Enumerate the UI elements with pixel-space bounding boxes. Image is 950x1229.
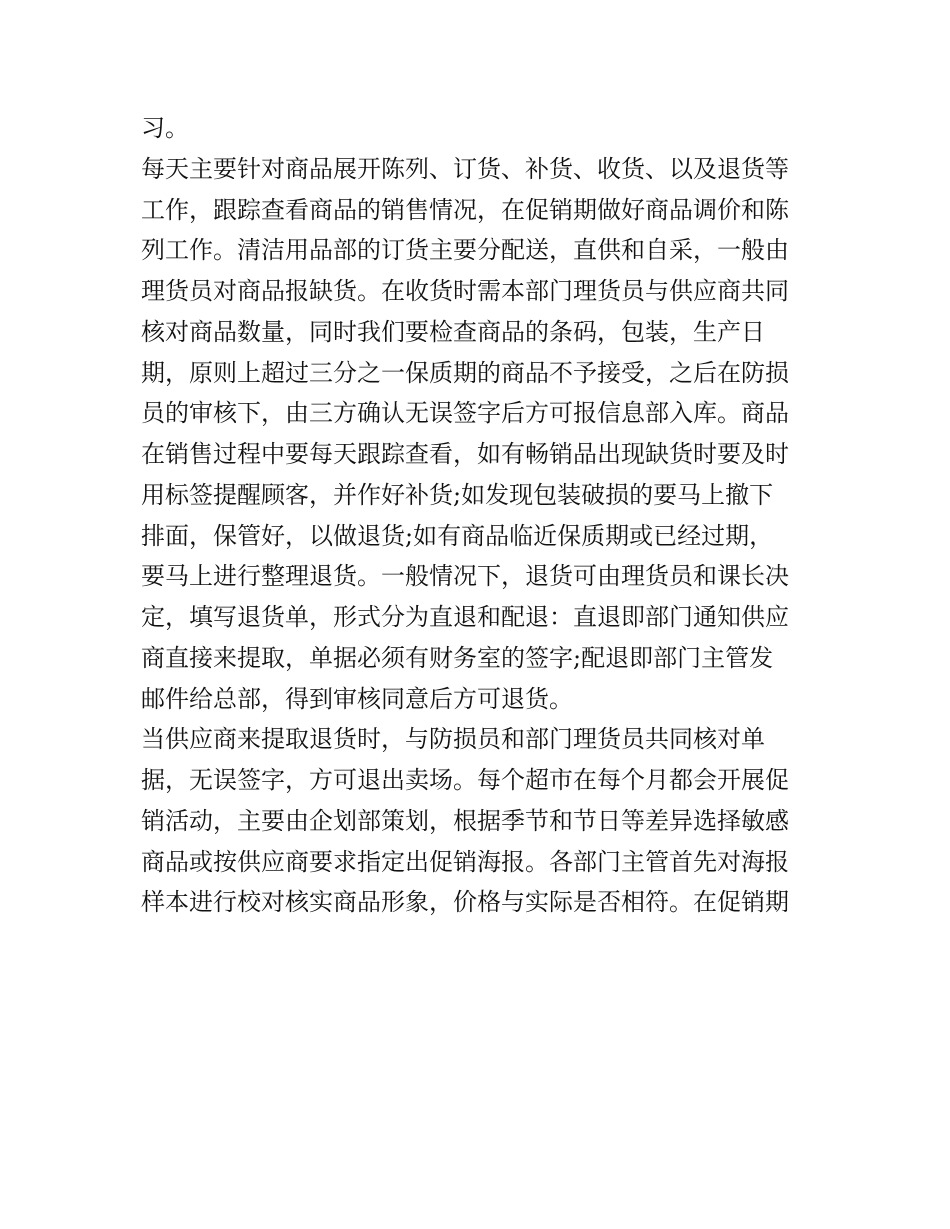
text-line: 商直接来提取，单据必须有财务室的签字;配退即部门主管发 [141,643,774,672]
text-line: 核对商品数量，同时我们要检查商品的条码，包装，生产日 [141,317,765,346]
text-line: 邮件给总部，得到审核同意后方可退货。 [141,684,573,713]
text-line: 要马上进行整理退货。一般情况下，退货可由理货员和课长决 [141,562,789,591]
text-line: 定，填写退货单，形式分为直退和配退：直退即部门通知供应 [141,603,789,631]
text-line: 排面，保管好，以做退货;如有商品临近保质期或已经过期， [141,521,774,550]
text-line: 商品或按供应商要求指定出促销海报。各部门主管首先对海报 [141,847,789,876]
text-line: 列工作。清洁用品部的订货主要分配送，直供和自采，一般由 [141,236,789,265]
body-text [141,108,821,923]
text-line: 期，原则上超过三分之一保质期的商品不予接受，之后在防损 [141,358,789,387]
text-line: 工作，跟踪查看商品的销售情况，在促销期做好商品调价和陈 [141,195,789,224]
text-line: 习。 [141,114,189,142]
text-line: 销活动，主要由企划部策划，根据季节和节日等差异选择敏感 [141,806,789,835]
text-line: 理货员对商品报缺货。在收货时需本部门理货员与供应商共同 [141,277,789,305]
text-line: 员的审核下，由三方确认无误签字后方可报信息部入库。商品 [141,399,789,428]
text-line: 样本进行校对核实商品形象，价格与实际是否相符。在促销期 [141,888,789,917]
text-line: 每天主要针对商品展开陈列、订货、补货、收货、以及退货等 [141,154,789,183]
text-line: 据，无误签字，方可退出卖场。每个超市在每个月都会开展促 [141,766,789,794]
text-line: 在销售过程中要每天跟踪查看，如有畅销品出现缺货时要及时 [141,440,789,468]
text-line: 当供应商来提取退货时，与防损员和部门理货员共同核对单 [141,725,765,754]
text-line: 用标签提醒顾客，并作好补货;如发现包装破损的要马上撤下 [141,480,774,509]
